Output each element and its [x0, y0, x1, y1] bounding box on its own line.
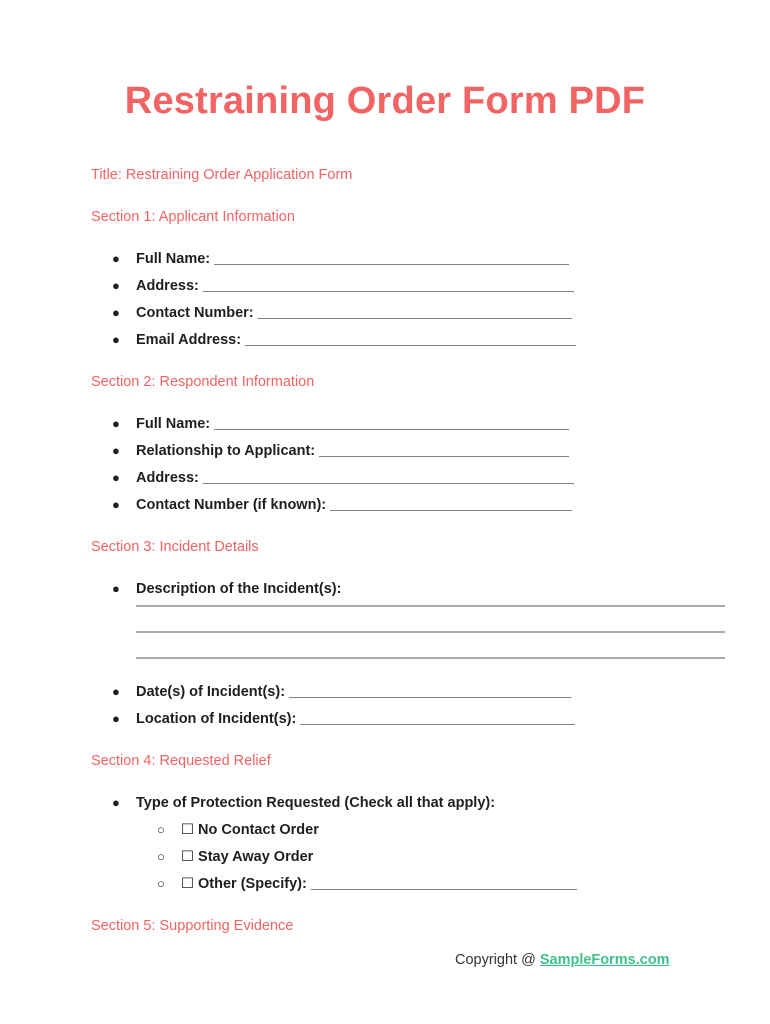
section-1-heading: Section 1: Applicant Information — [91, 209, 295, 225]
circle-bullet-icon: ○ — [157, 822, 165, 837]
option-other[interactable] — [157, 876, 577, 892]
bullet-icon: ● — [112, 332, 120, 347]
description-line-1[interactable] — [136, 605, 725, 607]
respondent-relationship-field[interactable] — [112, 443, 730, 459]
applicant-contact-number-field[interactable] — [112, 305, 730, 321]
field-label: Contact Number (if known): ______________________________ — [136, 497, 573, 513]
bullet-icon: ● — [112, 470, 120, 485]
section-3-heading: Section 3: Incident Details — [91, 539, 259, 555]
section-4-heading: Section 4: Requested Relief — [91, 753, 271, 769]
option-no-contact-order[interactable] — [157, 822, 319, 838]
field-label: Address: ______________________________________________ — [136, 470, 574, 486]
field-label: Contact Number: _______________________________________ — [136, 305, 573, 321]
respondent-address-field[interactable] — [112, 470, 730, 486]
field-label: Full Name: ____________________________________________ — [136, 251, 569, 267]
description-line-3[interactable] — [136, 657, 725, 659]
incident-description-label — [112, 581, 730, 597]
field-label: Full Name: ____________________________________________ — [136, 416, 569, 432]
field-label: Type of Protection Requested (Check all that apply): — [136, 795, 496, 811]
brand-link[interactable]: SampleForms.com — [539, 952, 670, 968]
bullet-icon: ● — [112, 497, 120, 512]
footer-copyright — [455, 952, 670, 968]
field-label: Description of the Incident(s): — [136, 581, 342, 597]
protection-type-label — [112, 795, 730, 811]
section-2-heading: Section 2: Respondent Information — [91, 374, 315, 390]
copyright-text: Copyright @ — [455, 952, 540, 968]
option-label: Stay Away Order — [198, 849, 314, 865]
field-label: Address: ______________________________________________ — [136, 278, 574, 294]
respondent-contact-number-field[interactable] — [112, 497, 730, 513]
option-label: Other (Specify): _________________________________ — [198, 876, 577, 892]
applicant-full-name-field[interactable] — [112, 251, 730, 267]
description-line-2[interactable] — [136, 631, 725, 633]
form-title: Title: Restraining Order Application Form — [91, 167, 353, 183]
incident-location-field[interactable] — [112, 711, 730, 727]
option-stay-away-order[interactable] — [157, 849, 313, 865]
field-label: Location of Incident(s): __________________________________ — [136, 711, 575, 727]
bullet-icon: ● — [112, 305, 120, 320]
checkbox-icon[interactable]: ☐ — [181, 876, 194, 892]
bullet-icon: ● — [112, 416, 120, 431]
option-label: No Contact Order — [198, 822, 319, 838]
field-label: Relationship to Applicant: _______________________________ — [136, 443, 570, 459]
applicant-email-field[interactable] — [112, 332, 730, 348]
bullet-icon: ● — [112, 443, 120, 458]
bullet-icon: ● — [112, 795, 120, 810]
section-5-heading: Section 5: Supporting Evidence — [91, 918, 294, 934]
checkbox-icon[interactable]: ☐ — [181, 849, 194, 865]
field-label: Email Address: _________________________________________ — [136, 332, 576, 348]
document-title: Restraining Order Form PDF — [124, 80, 646, 122]
respondent-full-name-field[interactable] — [112, 416, 730, 432]
checkbox-icon[interactable]: ☐ — [181, 822, 194, 838]
bullet-icon: ● — [112, 711, 120, 726]
applicant-address-field[interactable] — [112, 278, 730, 294]
bullet-icon: ● — [112, 278, 120, 293]
bullet-icon: ● — [112, 581, 120, 596]
bullet-icon: ● — [112, 684, 120, 699]
incident-dates-field[interactable] — [112, 684, 730, 700]
circle-bullet-icon: ○ — [157, 876, 165, 891]
bullet-icon: ● — [112, 251, 120, 266]
circle-bullet-icon: ○ — [157, 849, 165, 864]
field-label: Date(s) of Incident(s): ___________________________________ — [136, 684, 572, 700]
